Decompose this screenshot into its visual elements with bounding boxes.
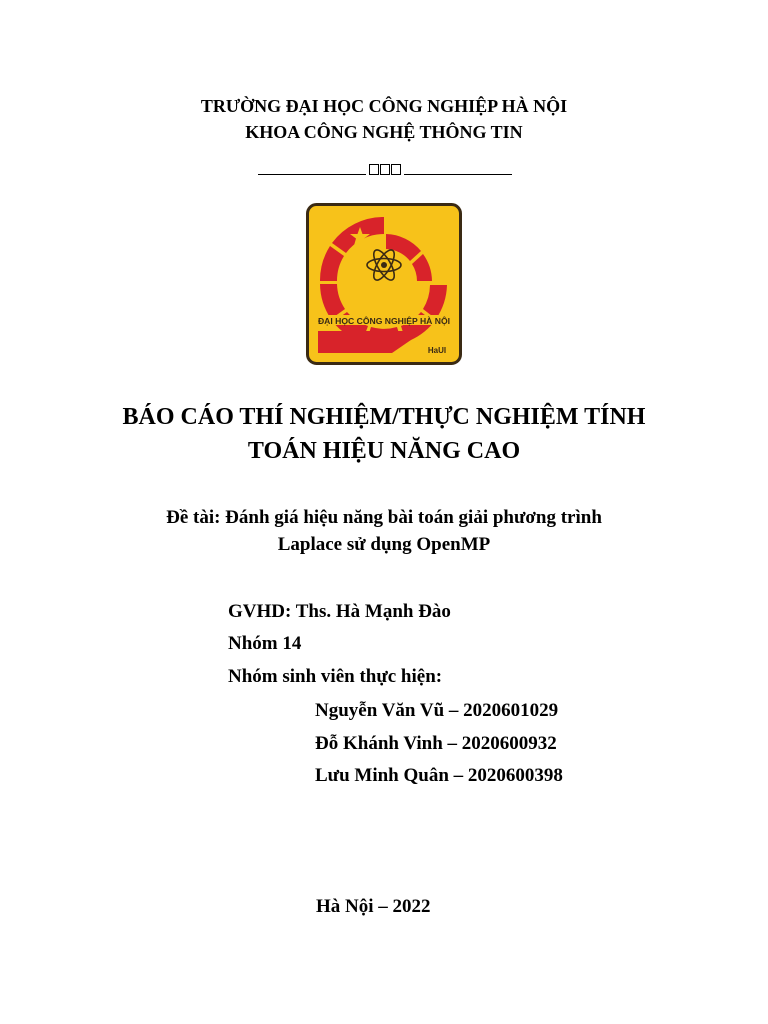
place-and-year: Hà Nội – 2022 [316, 896, 431, 917]
supervisor: GVHD: Ths. Hà Mạnh Đào [228, 601, 451, 622]
topic-line-1: Đề tài: Đánh giá hiệu năng bài toán giải phương trình [166, 507, 602, 528]
report-title-line-1: BÁO CÁO THÍ NGHIỆM/THỰC NGHIỆM TÍNH [122, 404, 646, 430]
faculty-name: KHOA CÔNG NGHỆ THÔNG TIN [245, 122, 523, 142]
university-name: TRƯỜNG ĐẠI HỌC CÔNG NGHIỆP HÀ NỘI [200, 96, 568, 116]
member-item: Lưu Minh Quân – 2020600398 [315, 765, 563, 786]
report-title-line-2: TOÁN HIỆU NĂNG CAO [247, 438, 521, 464]
ornamental-divider [258, 158, 512, 178]
topic-line-2: Laplace sử dụng OpenMP [277, 534, 491, 555]
member-item: Nguyễn Văn Vũ – 2020601029 [315, 700, 559, 721]
logo-text: ĐẠI HỌC CÔNG NGHIỆP HÀ NỘI [317, 316, 451, 326]
divider-ornament-icon [369, 164, 401, 175]
members-label: Nhóm sinh viên thực hiện: [228, 666, 443, 687]
logo-abbr: HaUI [427, 346, 447, 355]
group-number: Nhóm 14 [228, 633, 302, 654]
member-item: Đỗ Khánh Vinh – 2020600932 [315, 733, 557, 754]
haui-logo-icon [306, 203, 462, 365]
